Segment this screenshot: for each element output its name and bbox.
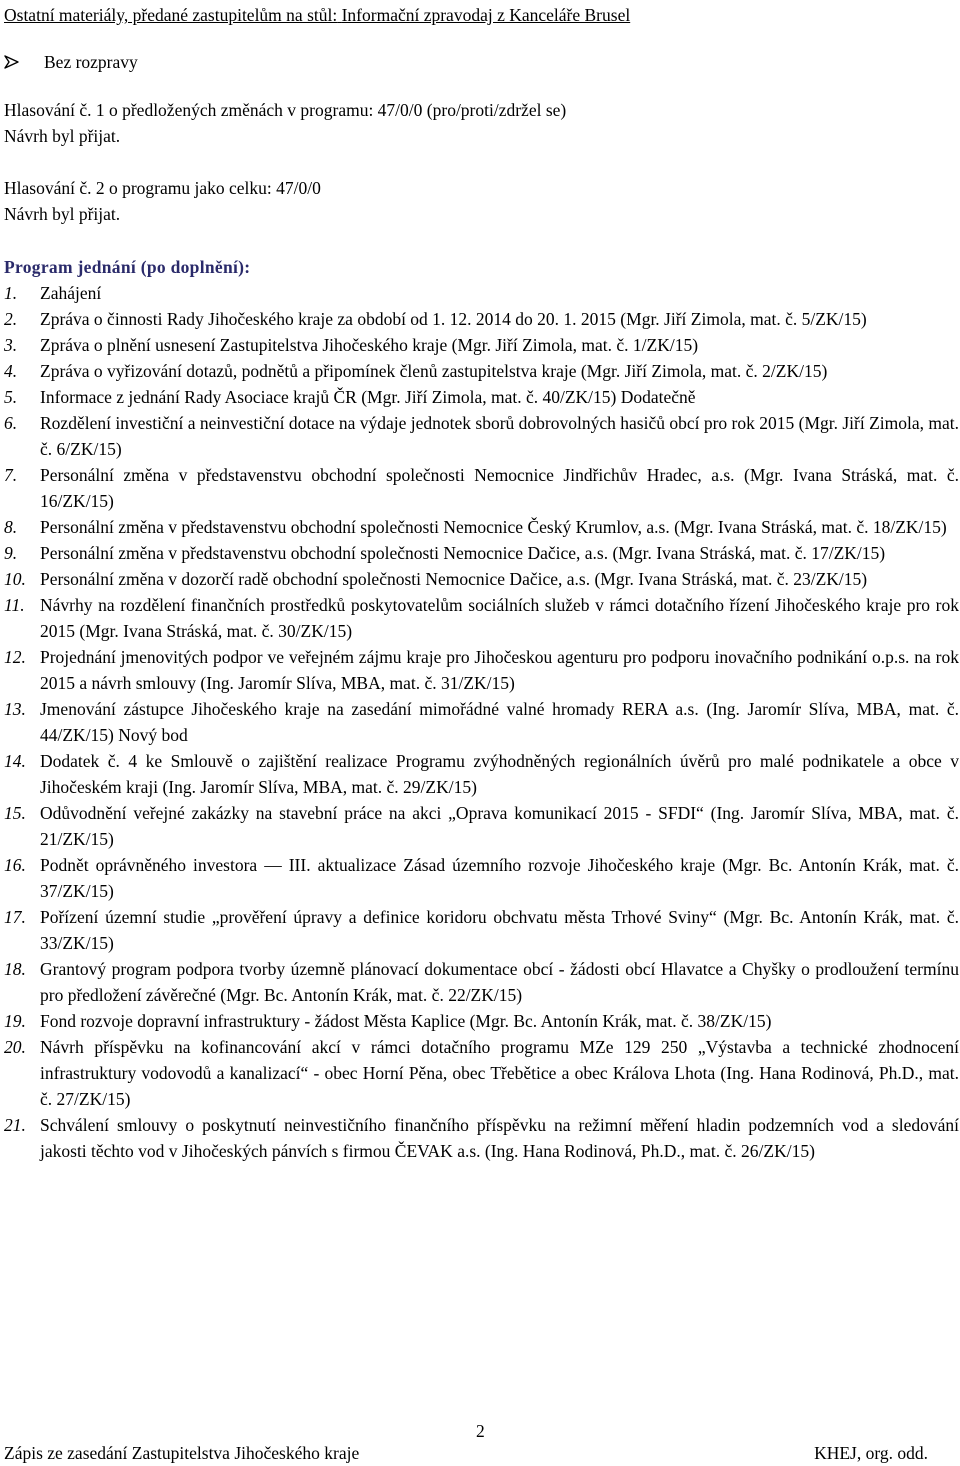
- agenda-item-text: Personální změna v dozorčí radě obchodní společnosti Nemocnice Dačice, a.s. (Mgr. Ivana Stráská, mat. č. 23/ZK/15): [40, 569, 868, 589]
- agenda-list: [4, 280, 959, 1164]
- agenda-item-text: Dodatek č. 4 ke Smlouvě o zajištění realizace Programu zvýhodněných regionálních úvěrů pro malé podnikatele a obce v Jihočeském kraji (Ing. Jaromír Slíva, MBA, mat. č. 29/ZK/15): [40, 751, 959, 797]
- agenda-item: [4, 566, 959, 592]
- agenda-item-text: Pořízení územní studie „prověření úpravy a definice koridoru obchvatu města Trhové Sviny“ (Mgr. Bc. Antonín Krák, mat. č. 33/ZK/15): [40, 907, 959, 953]
- agenda-item: [4, 852, 959, 904]
- agenda-item: [4, 410, 959, 462]
- agenda-item-text: Zpráva o vyřizování dotazů, podnětů a připomínek členů zastupitelstva kraje (Mgr. Jiří Zimola, mat. č. 2/ZK/15): [40, 361, 828, 381]
- agenda-item: [4, 1008, 959, 1034]
- agenda-item-number: 12.: [4, 647, 26, 667]
- vote-1-result: Návrh byl přijat.: [4, 126, 121, 146]
- agenda-item-text: Personální změna v představenstvu obchodní společnosti Nemocnice Český Krumlov, a.s. (Mgr. Ivana Stráská, mat. č. 18/ZK/15): [40, 517, 947, 537]
- agenda-item: [4, 956, 959, 1008]
- agenda-item-text: Projednání jmenovitých podpor ve veřejném zájmu kraje pro Jihočeskou agenturu pro podporu inovačního podnikání o.p.s. na rok 2015 a návrh smlouvy (Ing. Jaromír Slíva, MBA, mat. č. 31/ZK/15): [40, 647, 959, 693]
- header-prefix: Ostatní materiály, předané zastupitelům na stůl:: [4, 5, 338, 25]
- agenda-item: [4, 800, 959, 852]
- agenda-item-number: 11.: [4, 595, 25, 615]
- footer-department: KHEJ, org. odd.: [814, 1443, 928, 1463]
- agenda-item: [4, 280, 959, 306]
- agenda-item-text: Fond rozvoje dopravní infrastruktury - žádost Města Kaplice (Mgr. Bc. Antonín Krák, mat. č. 38/ZK/15): [40, 1011, 772, 1031]
- agenda-item: [4, 644, 959, 696]
- program-title: Program jednání (po doplnění):: [4, 257, 251, 277]
- agenda-item: [4, 904, 959, 956]
- agenda-item-number: 14.: [4, 751, 26, 771]
- agenda-item: [4, 358, 959, 384]
- agenda-item-text: Zahájení: [40, 283, 102, 303]
- agenda-item-text: Jmenování zástupce Jihočeského kraje na zasedání mimořádné valné hromady RERA a.s. (Ing. Jaromír Slíva, MBA, mat. č. 44/ZK/15) Nový bod: [40, 699, 959, 745]
- agenda-item-number: 21.: [4, 1115, 26, 1135]
- agenda-item-text: Personální změna v představenstvu obchodní společnosti Nemocnice Dačice, a.s. (Mgr. Ivana Stráská, mat. č. 17/ZK/15): [40, 543, 886, 563]
- agenda-item-text: Zpráva o činnosti Rady Jihočeského kraje za období od 1. 12. 2014 do 20. 1. 2015 (Mgr. Jiří Zimola, mat. č. 5/ZK/15): [40, 309, 867, 329]
- agenda-item-number: 5.: [4, 387, 18, 407]
- vote-2-result: Návrh byl přijat.: [4, 204, 121, 224]
- agenda-item-text: Informace z jednání Rady Asociace krajů ČR (Mgr. Jiří Zimola, mat. č. 40/ZK/15) Dodatečně: [40, 387, 696, 407]
- footer-document-title: Zápis ze zasedání Zastupitelstva Jihočeského kraje: [4, 1443, 360, 1463]
- agenda-item-text: Grantový program podpora tvorby územně plánovací dokumentace obcí - žádosti obcí Hlavatce a Chyšky o prodloužení termínu pro předložení závěrečné (Mgr. Bc. Antonín Krák, mat. č. 22/ZK/15): [40, 959, 959, 1005]
- agenda-item-number: 13.: [4, 699, 26, 719]
- arrow-bullet-icon: [4, 55, 20, 69]
- page-number: 2: [476, 1421, 485, 1441]
- agenda-item-text: Odůvodnění veřejné zakázky na stavební práce na akci „Oprava komunikací 2015 - SFDI“ (Ing. Jaromír Slíva, MBA, mat. č. 21/ZK/15): [40, 803, 959, 849]
- agenda-item-text: Zpráva o plnění usnesení Zastupitelstva Jihočeského kraje (Mgr. Jiří Zimola, mat. č. 1/ZK/15): [40, 335, 699, 355]
- agenda-item-text: Podnět oprávněného investora — III. aktualizace Zásad územního rozvoje Jihočeského kraje (Mgr. Bc. Antonín Krák, mat. č. 37/ZK/15): [40, 855, 959, 901]
- agenda-item-number: 7.: [4, 465, 18, 485]
- header-title: Informační zpravodaj z Kanceláře Brusel: [341, 5, 631, 25]
- agenda-item: [4, 748, 959, 800]
- agenda-item-text: Návrhy na rozdělení finančních prostředků poskytovatelům sociálních služeb v rámci dotačního řízení Jihočeského kraje pro rok 2015 (Mgr. Ivana Stráská, mat. č. 30/ZK/15): [40, 595, 959, 641]
- agenda-item: [4, 384, 959, 410]
- agenda-item-number: 15.: [4, 803, 26, 823]
- vote-2-line: Hlasování č. 2 o programu jako celku: 47/0/0: [4, 178, 321, 198]
- agenda-item-number: 8.: [4, 517, 18, 537]
- agenda-item-text: Personální změna v představenstvu obchodní společnosti Nemocnice Jindřichův Hradec, a.s. (Mgr. Ivana Stráská, mat. č. 16/ZK/15): [40, 465, 959, 511]
- agenda-item: [4, 1034, 959, 1112]
- agenda-item: [4, 592, 959, 644]
- agenda-item: [4, 696, 959, 748]
- bullet-text: Bez rozpravy: [44, 52, 138, 72]
- agenda-item-number: 6.: [4, 413, 18, 433]
- agenda-item-text: Schválení smlouvy o poskytnutí neinvestičního finančního příspěvku na režimní měření hladin podzemních vod a sledování jakosti těchto vod v Jihočeských pánvích s firmou ČEVAK a.s. (Ing. Hana Rodinová, Ph.D., mat. č. 26/ZK/15): [40, 1115, 959, 1161]
- agenda-item-number: 17.: [4, 907, 26, 927]
- agenda-item: [4, 306, 959, 332]
- agenda-item: [4, 514, 959, 540]
- section-header: [4, 2, 630, 28]
- agenda-item-number: 16.: [4, 855, 26, 875]
- agenda-item-number: 2.: [4, 309, 18, 329]
- bullet-item: [4, 49, 138, 75]
- agenda-item-number: 9.: [4, 543, 18, 563]
- agenda-item: [4, 462, 959, 514]
- agenda-item-text: Rozdělení investiční a neinvestiční dotace na výdaje jednotek sborů dobrovolných hasičů obcí pro rok 2015 (Mgr. Jiří Zimola, mat. č. 6/ZK/15): [40, 413, 960, 459]
- agenda-item-number: 20.: [4, 1037, 26, 1057]
- agenda-item: [4, 332, 959, 358]
- agenda-item-text: Návrh příspěvku na kofinancování akcí v rámci dotačního programu MZe 129 250 „Výstavba a technické zhodnocení infrastruktury vodovodů a kanalizací“ - obec Horní Pěna, obec Třebětice a obec Králova Lhota (Ing. Hana Rodinová, Ph.D., mat. č. 27/ZK/15): [40, 1037, 959, 1109]
- agenda-item-number: 19.: [4, 1011, 26, 1031]
- agenda-item-number: 1.: [4, 283, 18, 303]
- agenda-item-number: 4.: [4, 361, 18, 381]
- agenda-item-number: 18.: [4, 959, 26, 979]
- agenda-item-number: 10.: [4, 569, 26, 589]
- agenda-item-number: 3.: [4, 335, 18, 355]
- agenda-item: [4, 1112, 959, 1164]
- agenda-item: [4, 540, 959, 566]
- vote-1-line: Hlasování č. 1 o předložených změnách v programu: 47/0/0 (pro/proti/zdržel se): [4, 100, 567, 120]
